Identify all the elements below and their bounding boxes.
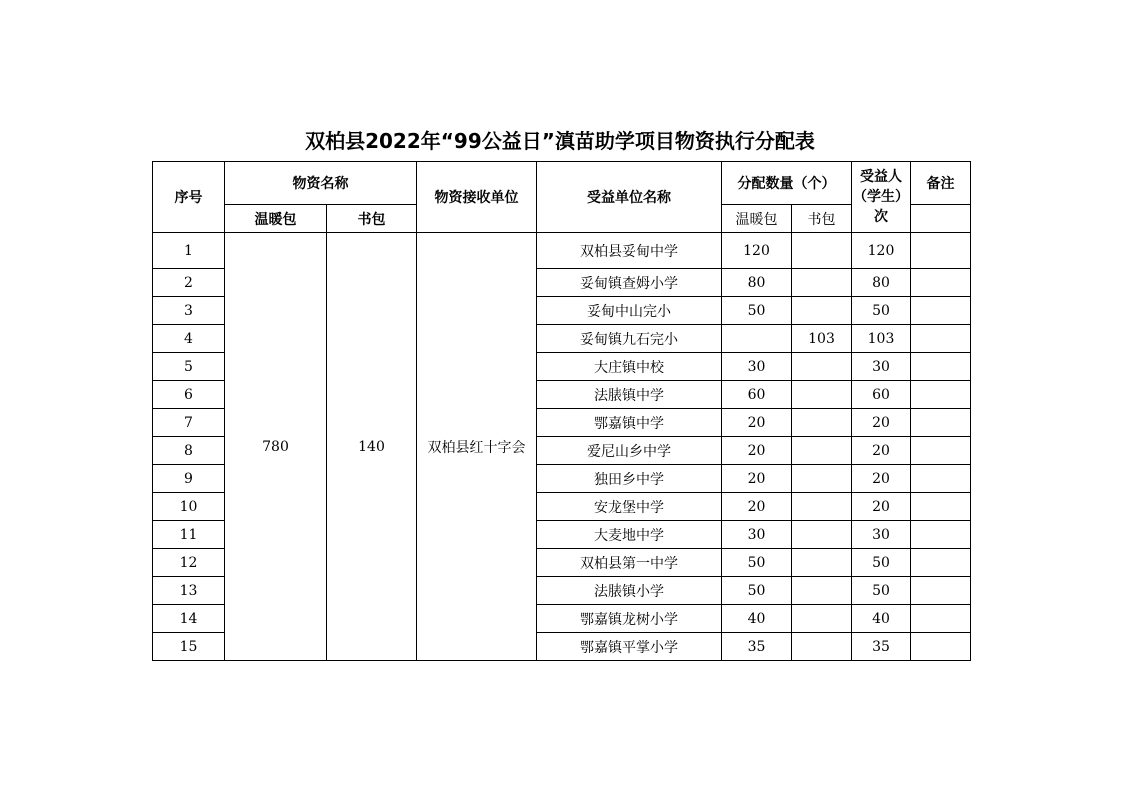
row-beneficiary: 法脿镇小学 — [537, 577, 722, 605]
row-beneficiaries: 30 — [852, 521, 911, 549]
row-seq: 6 — [153, 381, 225, 409]
warm-pack-total-value: 780 — [262, 438, 289, 455]
row-seq: 2 — [153, 269, 225, 297]
row-seq: 3 — [153, 297, 225, 325]
row-beneficiaries: 50 — [852, 549, 911, 577]
row-warm-pack: 20 — [722, 493, 792, 521]
table-row — [153, 233, 971, 269]
row-beneficiaries: 40 — [852, 605, 911, 633]
row-seq: 15 — [153, 633, 225, 661]
row-warm-pack: 20 — [722, 437, 792, 465]
header-warm-pack: 温暖包 — [225, 205, 327, 233]
row-beneficiaries: 120 — [852, 233, 911, 269]
row-beneficiaries: 60 — [852, 381, 911, 409]
row-book-bag: 103 — [792, 325, 852, 353]
row-seq: 1 — [153, 233, 225, 269]
row-warm-pack: 50 — [722, 297, 792, 325]
row-seq: 13 — [153, 577, 225, 605]
row-beneficiary: 大庄镇中校 — [537, 353, 722, 381]
row-warm-pack: 40 — [722, 605, 792, 633]
row-book-bag — [792, 297, 852, 325]
row-warm-pack: 120 — [722, 233, 792, 269]
row-seq: 5 — [153, 353, 225, 381]
row-warm-pack: 30 — [722, 353, 792, 381]
header-receiver-unit: 物资接收单位 — [417, 162, 537, 233]
merged-book-bag-total — [327, 233, 417, 661]
row-beneficiary: 法脿镇中学 — [537, 381, 722, 409]
row-beneficiary: 大麦地中学 — [537, 521, 722, 549]
row-beneficiaries: 20 — [852, 437, 911, 465]
header-beneficiaries — [852, 162, 911, 233]
row-beneficiary: 鄂嘉镇龙树小学 — [537, 605, 722, 633]
row-seq: 8 — [153, 437, 225, 465]
book-bag-total-value: 140 — [358, 438, 385, 455]
header-seq: 序号 — [153, 162, 225, 233]
row-beneficiaries: 20 — [852, 493, 911, 521]
row-beneficiary: 妥甸镇查姆小学 — [537, 269, 722, 297]
merged-warm-pack-total — [225, 233, 327, 661]
row-book-bag — [792, 353, 852, 381]
row-remarks — [911, 233, 971, 269]
row-book-bag — [792, 521, 852, 549]
distribution-table — [152, 161, 971, 661]
row-remarks — [911, 605, 971, 633]
row-book-bag — [792, 233, 852, 269]
row-book-bag — [792, 605, 852, 633]
row-warm-pack: 20 — [722, 409, 792, 437]
header-material-name: 物资名称 — [225, 162, 417, 205]
row-warm-pack: 30 — [722, 521, 792, 549]
row-warm-pack: 80 — [722, 269, 792, 297]
page-title: 双柏县2022年“99公益日”滇苗助学项目物资执行分配表 — [305, 129, 815, 153]
row-beneficiaries: 30 — [852, 353, 911, 381]
header-beneficiaries-line3: 次 — [874, 209, 888, 225]
row-warm-pack: 60 — [722, 381, 792, 409]
row-book-bag — [792, 493, 852, 521]
header-dist-book-bag: 书包 — [792, 205, 852, 233]
row-book-bag — [792, 381, 852, 409]
row-remarks — [911, 437, 971, 465]
row-remarks — [911, 297, 971, 325]
row-beneficiary: 鄂嘉镇中学 — [537, 409, 722, 437]
row-remarks — [911, 521, 971, 549]
row-remarks — [911, 493, 971, 521]
row-beneficiaries: 80 — [852, 269, 911, 297]
row-warm-pack: 20 — [722, 465, 792, 493]
row-beneficiaries: 50 — [852, 577, 911, 605]
row-book-bag — [792, 549, 852, 577]
row-beneficiaries: 20 — [852, 409, 911, 437]
header-book-bag: 书包 — [327, 205, 417, 233]
receiver-unit-value: 双柏县红十字会 — [427, 439, 526, 456]
row-remarks — [911, 633, 971, 661]
row-warm-pack — [722, 325, 792, 353]
header-remarks: 备注 — [911, 162, 971, 205]
header-distribution-qty: 分配数量（个） — [722, 162, 852, 205]
row-seq: 7 — [153, 409, 225, 437]
row-beneficiaries: 20 — [852, 465, 911, 493]
row-remarks — [911, 269, 971, 297]
row-warm-pack: 50 — [722, 577, 792, 605]
header-beneficiary-name: 受益单位名称 — [537, 162, 722, 233]
row-beneficiary: 双柏县第一中学 — [537, 549, 722, 577]
row-seq: 10 — [153, 493, 225, 521]
row-book-bag — [792, 465, 852, 493]
row-remarks — [911, 381, 971, 409]
row-remarks — [911, 465, 971, 493]
row-book-bag — [792, 633, 852, 661]
row-seq: 12 — [153, 549, 225, 577]
row-book-bag — [792, 577, 852, 605]
row-remarks — [911, 549, 971, 577]
row-beneficiary: 安龙堡中学 — [537, 493, 722, 521]
header-beneficiaries-line1: 受益人 — [860, 169, 902, 185]
row-seq: 4 — [153, 325, 225, 353]
row-beneficiary: 独田乡中学 — [537, 465, 722, 493]
row-remarks — [911, 577, 971, 605]
row-beneficiaries: 35 — [852, 633, 911, 661]
row-beneficiary: 双柏县妥甸中学 — [537, 233, 722, 269]
row-seq: 14 — [153, 605, 225, 633]
row-warm-pack: 35 — [722, 633, 792, 661]
row-beneficiaries: 50 — [852, 297, 911, 325]
row-beneficiary: 妥甸中山完小 — [537, 297, 722, 325]
header-row-1 — [153, 162, 971, 205]
merged-receiver-unit — [417, 233, 537, 661]
row-book-bag — [792, 409, 852, 437]
row-book-bag — [792, 269, 852, 297]
row-beneficiaries: 103 — [852, 325, 911, 353]
row-book-bag — [792, 437, 852, 465]
header-remarks-blank — [911, 205, 971, 233]
row-remarks — [911, 353, 971, 381]
row-beneficiary: 妥甸镇九石完小 — [537, 325, 722, 353]
row-seq: 9 — [153, 465, 225, 493]
header-beneficiaries-line2: （学生） — [853, 189, 909, 205]
header-dist-warm-pack: 温暖包 — [722, 205, 792, 233]
row-remarks — [911, 409, 971, 437]
row-beneficiary: 鄂嘉镇平掌小学 — [537, 633, 722, 661]
row-warm-pack: 50 — [722, 549, 792, 577]
row-seq: 11 — [153, 521, 225, 549]
row-beneficiary: 爱尼山乡中学 — [537, 437, 722, 465]
row-remarks — [911, 325, 971, 353]
